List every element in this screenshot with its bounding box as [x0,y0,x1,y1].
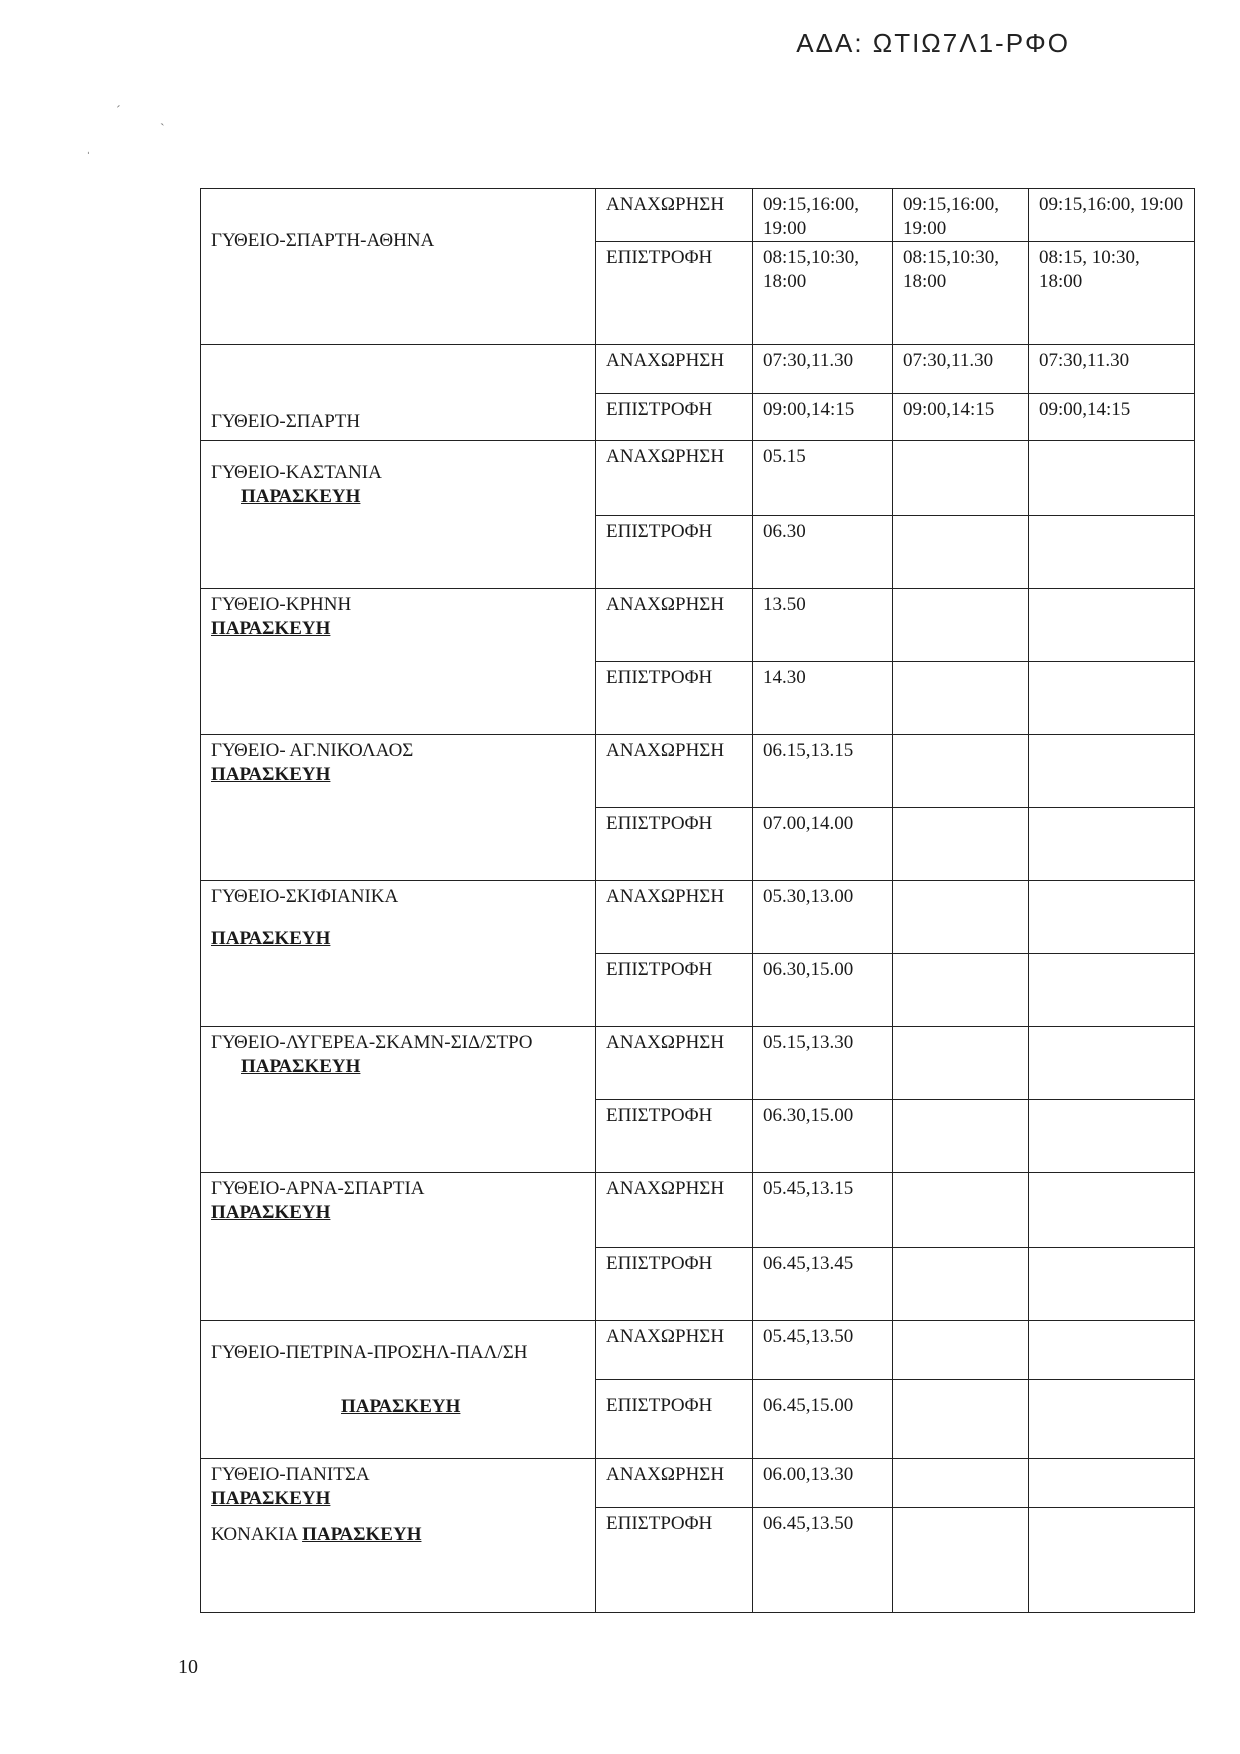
route-cell [201,189,596,345]
time-cell: 14.30 [753,662,893,735]
time-cell [893,808,1029,881]
time-cell [1029,589,1195,662]
time-cell [1029,881,1195,954]
time-cell [893,1459,1029,1508]
time-cell: 07:30,11.30 [1029,345,1195,394]
time-cell: 09:00,14:15 [893,394,1029,441]
departure-label: ΑΝΑΧΩΡΗΣΗ [596,735,753,808]
return-label: ΕΠΙΣΤΡΟΦΗ [596,1380,753,1459]
time-cell: 07:30,11.30 [893,345,1029,394]
route-name-konakia: ΚΟΝΑΚΙΑ ΠΑΡΑΣΚΕΥΗ [211,1524,422,1545]
dep-row [201,881,1195,954]
route-name: ΓΥΘΕΙΟ- ΑΓ.ΝΙΚΟΛΑΟΣ [211,740,414,761]
time-cell [893,662,1029,735]
time-cell [893,1380,1029,1459]
time-cell: 09:15,16:00, 19:00 [1029,189,1195,242]
time-cell: 06.30,15.00 [753,1100,893,1173]
page-number: 10 [178,1656,198,1678]
time-cell [1029,1100,1195,1173]
time-cell [1029,1248,1195,1321]
return-label: ΕΠΙΣΤΡΟΦΗ [596,662,753,735]
dep-row [201,1459,1195,1508]
time-cell [893,516,1029,589]
time-cell [1029,1027,1195,1100]
departure-label: ΑΝΑΧΩΡΗΣΗ [596,1321,753,1380]
time-cell [1029,1380,1195,1459]
time-cell: 13.50 [753,589,893,662]
day-label: ΠΑΡΑΣΚΕΥΗ [241,486,361,507]
dep-row [201,1173,1195,1248]
time-cell: 07:30,11.30 [753,345,893,394]
time-cell: 09:15,16:00, 19:00 [753,189,893,242]
route-name: ΓΥΘΕΙΟ-ΛΥΓΕΡΕΑ-ΣΚΑΜΝ-ΣΙΔ/ΣΤΡΟ [211,1032,533,1053]
time-cell: 06.15,13.15 [753,735,893,808]
return-label: ΕΠΙΣΤΡΟΦΗ [596,1508,753,1613]
day-label: ΠΑΡΑΣΚΕΥΗ [241,1056,361,1077]
time-cell: 06.30 [753,516,893,589]
time-cell [1029,1173,1195,1248]
departure-label: ΑΝΑΧΩΡΗΣΗ [596,881,753,954]
time-cell [1029,808,1195,881]
day-label: ΠΑΡΑΣΚΕΥΗ [211,1202,331,1223]
time-cell [893,1173,1029,1248]
return-label: ΕΠΙΣΤΡΟΦΗ [596,516,753,589]
route-cell [201,345,596,441]
time-cell: 05.45,13.50 [753,1321,893,1380]
scan-mark: ˊ [116,104,121,119]
dep-row [201,189,1195,242]
day-label: ΠΑΡΑΣΚΕΥΗ [341,1396,461,1417]
return-label: ΕΠΙΣΤΡΟΦΗ [596,808,753,881]
time-cell: 06.00,13.30 [753,1459,893,1508]
route-name: ΓΥΘΕΙΟ-ΚΑΣΤΑΝΙΑ [211,462,382,483]
time-cell [1029,662,1195,735]
time-cell [893,1321,1029,1380]
dep-row [201,441,1195,516]
day-label: ΠΑΡΑΣΚΕΥΗ [211,618,331,639]
time-cell [893,954,1029,1027]
route-name: ΓΥΘΕΙΟ-ΚΡΗΝΗ [211,594,352,615]
departure-label: ΑΝΑΧΩΡΗΣΗ [596,441,753,516]
dep-row [201,1321,1195,1380]
route-cell [201,441,596,589]
route-name: ΓΥΘΕΙΟ-ΣΚΙΦΙΑΝΙΚΑ [211,886,399,907]
dep-row [201,589,1195,662]
time-cell [893,1027,1029,1100]
route-name: ΓΥΘΕΙΟ-ΣΠΑΡΤΗ-ΑΘΗΝΑ [211,229,435,251]
departure-label: ΑΝΑΧΩΡΗΣΗ [596,1027,753,1100]
time-cell [893,589,1029,662]
return-label: ΕΠΙΣΤΡΟΦΗ [596,1248,753,1321]
time-cell [1029,735,1195,808]
route-cell [201,1321,596,1459]
time-cell [893,1508,1029,1613]
departure-label: ΑΝΑΧΩΡΗΣΗ [596,189,753,242]
departure-label: ΑΝΑΧΩΡΗΣΗ [596,1459,753,1508]
day-label: ΠΑΡΑΣΚΕΥΗ [211,764,331,785]
time-cell: 09:00,14:15 [1029,394,1195,441]
time-cell: 05.15 [753,441,893,516]
route-cell [201,1027,596,1173]
time-cell [893,1248,1029,1321]
time-cell: 05.45,13.15 [753,1173,893,1248]
time-cell: 06.45,13.50 [753,1508,893,1613]
time-cell: 09:15,16:00, 19:00 [893,189,1029,242]
scan-mark: ˋ [160,122,165,137]
day-label: ΠΑΡΑΣΚΕΥΗ [211,928,331,949]
route-name: ΓΥΘΕΙΟ-ΠΕΤΡΙΝΑ-ΠΡΟΣΗΛ-ΠΑΛ/ΣΗ [211,1342,528,1363]
departure-label: ΑΝΑΧΩΡΗΣΗ [596,1173,753,1248]
route-cell [201,735,596,881]
route-cell [201,589,596,735]
ada-code: ΑΔΑ: ΩΤΙΩ7Λ1-ΡΦΟ [796,28,1070,58]
time-cell: 07.00,14.00 [753,808,893,881]
day-label: ΠΑΡΑΣΚΕΥΗ [302,1524,422,1545]
return-label: ΕΠΙΣΤΡΟΦΗ [596,242,753,345]
time-cell: 06.45,15.00 [753,1380,893,1459]
return-label: ΕΠΙΣΤΡΟΦΗ [596,394,753,441]
time-cell: 05.15,13.30 [753,1027,893,1100]
route-name: ΓΥΘΕΙΟ-ΣΠΑΡΤΗ [211,411,361,432]
time-cell [1029,1508,1195,1613]
departure-label: ΑΝΑΧΩΡΗΣΗ [596,589,753,662]
dep-row [201,735,1195,808]
scan-mark: ˌ [86,140,91,155]
time-cell: 05.30,13.00 [753,881,893,954]
time-cell: 09:00,14:15 [753,394,893,441]
time-cell: 06.30,15.00 [753,954,893,1027]
time-cell: 08:15,10:30, 18:00 [753,242,893,345]
route-cell [201,881,596,1027]
route-cell [201,1459,596,1613]
time-cell [1029,954,1195,1027]
route-name: ΓΥΘΕΙΟ-ΠΑΝΙΤΣΑ [211,1464,370,1485]
time-cell [893,1100,1029,1173]
departure-label: ΑΝΑΧΩΡΗΣΗ [596,345,753,394]
route-name: ΓΥΘΕΙΟ-ΑΡΝΑ-ΣΠΑΡΤΙΑ [211,1178,425,1199]
time-cell [893,735,1029,808]
return-label: ΕΠΙΣΤΡΟΦΗ [596,954,753,1027]
time-cell [1029,441,1195,516]
time-cell [893,881,1029,954]
time-cell [1029,516,1195,589]
dep-row [201,345,1195,394]
time-cell: 08:15, 10:30, 18:00 [1029,242,1195,345]
time-cell [893,441,1029,516]
time-cell: 06.45,13.45 [753,1248,893,1321]
schedule-table [200,188,1195,1613]
dep-row [201,1027,1195,1100]
route-cell [201,1173,596,1321]
time-cell: 08:15,10:30, 18:00 [893,242,1029,345]
return-label: ΕΠΙΣΤΡΟΦΗ [596,1100,753,1173]
day-label: ΠΑΡΑΣΚΕΥΗ [211,1488,331,1509]
time-cell [1029,1321,1195,1380]
time-cell [1029,1459,1195,1508]
